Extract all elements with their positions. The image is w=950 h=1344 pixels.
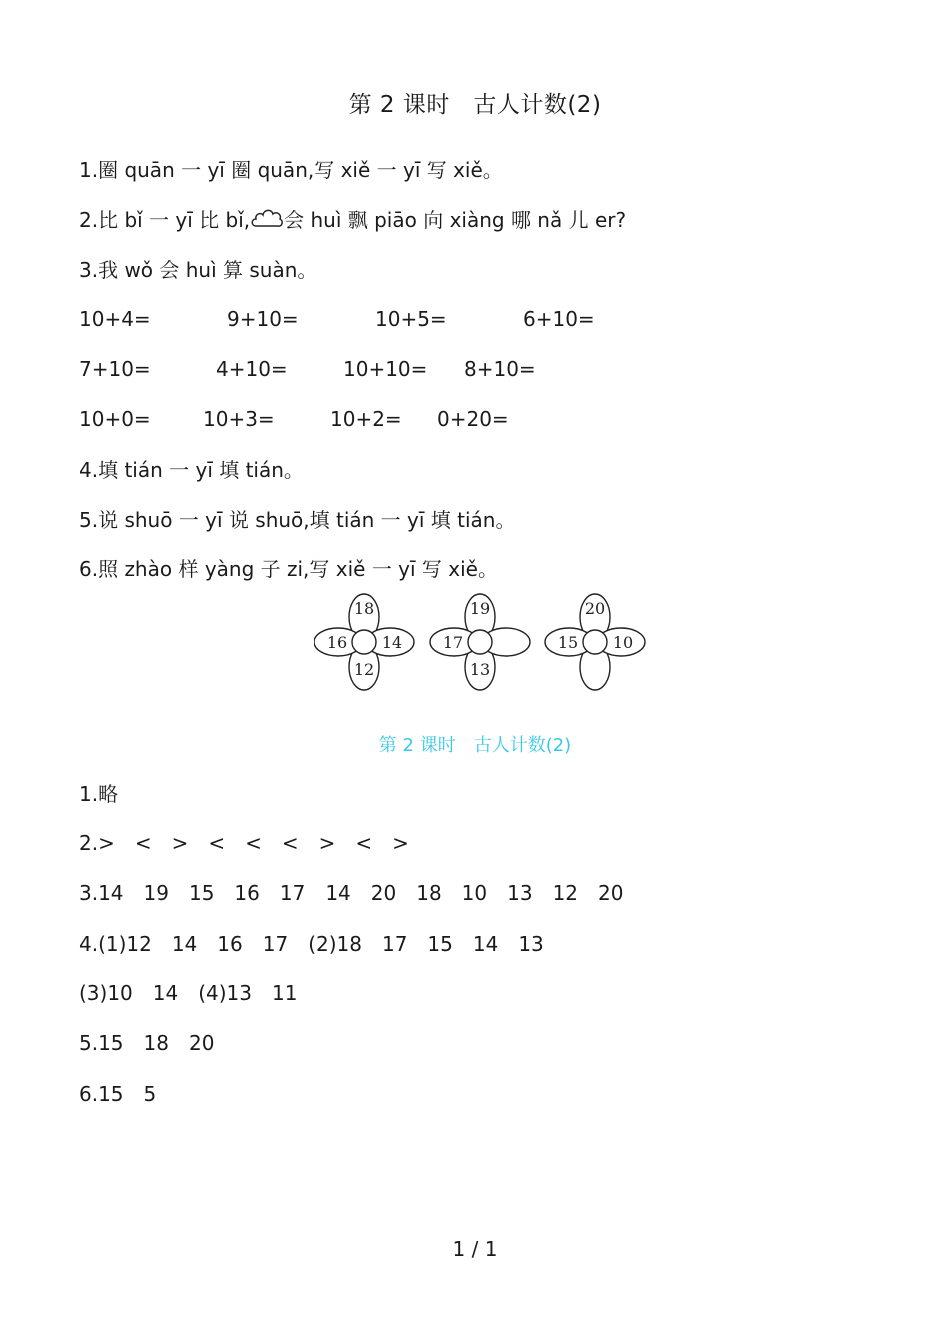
- calc-item: 10+0=: [79, 407, 151, 431]
- question-3: 3.我 wǒ 会 huì 算 suàn。: [79, 258, 318, 282]
- question-2-text-before: 2.比 bǐ 一 yī 比 bǐ,: [79, 208, 251, 232]
- calc-item: 10+3=: [203, 407, 275, 431]
- question-6: 6.照 zhào 样 yàng 子 zi,写 xiě 一 yī 写 xiě。: [79, 557, 498, 581]
- flower-number: 19: [469, 599, 491, 618]
- answer-line: (3)10 14 (4)13 11: [79, 981, 298, 1005]
- question-5: 5.说 shuō 一 yī 说 shuō,填 tián 一 yī 填 tián。: [79, 508, 516, 532]
- calc-item: 4+10=: [216, 357, 288, 381]
- calc-item: 8+10=: [464, 357, 536, 381]
- flower-number: 20: [584, 599, 606, 618]
- flower-number: 15: [557, 633, 579, 652]
- flower-number: 18: [353, 599, 375, 618]
- question-2-text-after: 会 huì 飘 piāo 向 xiàng 哪 nǎ 儿 er?: [284, 208, 627, 232]
- question-2: [79, 206, 626, 234]
- flower-number: 10: [612, 633, 634, 652]
- answer-line: 5.15 18 20: [79, 1031, 215, 1055]
- cloud-icon: [250, 206, 284, 230]
- calc-item: 10+4=: [79, 307, 151, 331]
- flower-number: 16: [326, 633, 348, 652]
- calc-item: 10+5=: [375, 307, 447, 331]
- calc-item: 0+20=: [437, 407, 509, 431]
- answer-line: 3.14 19 15 16 17 14 20 18 10 13 12 20: [79, 881, 624, 905]
- page-number: 1 / 1: [452, 1237, 498, 1261]
- answer-line: 2.> < > < < < > < >: [79, 831, 409, 855]
- page-title: 第 2 课时 古人计数(2): [348, 92, 602, 118]
- flower-number: 13: [469, 660, 491, 679]
- answer-line: 4.(1)12 14 16 17 (2)18 17 15 14 13: [79, 932, 544, 956]
- flower-2: [430, 594, 530, 690]
- answers-title: 第 2 课时 古人计数(2): [378, 735, 572, 756]
- calc-item: 7+10=: [79, 357, 151, 381]
- calc-row-1: [79, 305, 779, 333]
- flower-3: [545, 594, 645, 690]
- calc-item: 6+10=: [523, 307, 595, 331]
- flower-diagram: [314, 592, 646, 692]
- flower-1: [314, 594, 414, 690]
- flower-number: 12: [353, 660, 375, 679]
- calc-item: 10+10=: [343, 357, 428, 381]
- calc-item: 9+10=: [227, 307, 299, 331]
- question-4: 4.填 tián 一 yī 填 tián。: [79, 458, 304, 482]
- question-1: 1.圈 quān 一 yī 圈 quān,写 xiě 一 yī 写 xiě。: [79, 158, 503, 182]
- flower-number: 14: [381, 633, 403, 652]
- flower-number: 17: [442, 633, 464, 652]
- answer-line: 6.15 5: [79, 1082, 157, 1106]
- flower-center: [352, 630, 376, 654]
- flower-center: [468, 630, 492, 654]
- answer-line: 1.略: [79, 782, 119, 806]
- flower-center: [583, 630, 607, 654]
- calc-row-2: [79, 355, 779, 383]
- calc-row-3: [79, 405, 779, 433]
- calc-item: 10+2=: [330, 407, 402, 431]
